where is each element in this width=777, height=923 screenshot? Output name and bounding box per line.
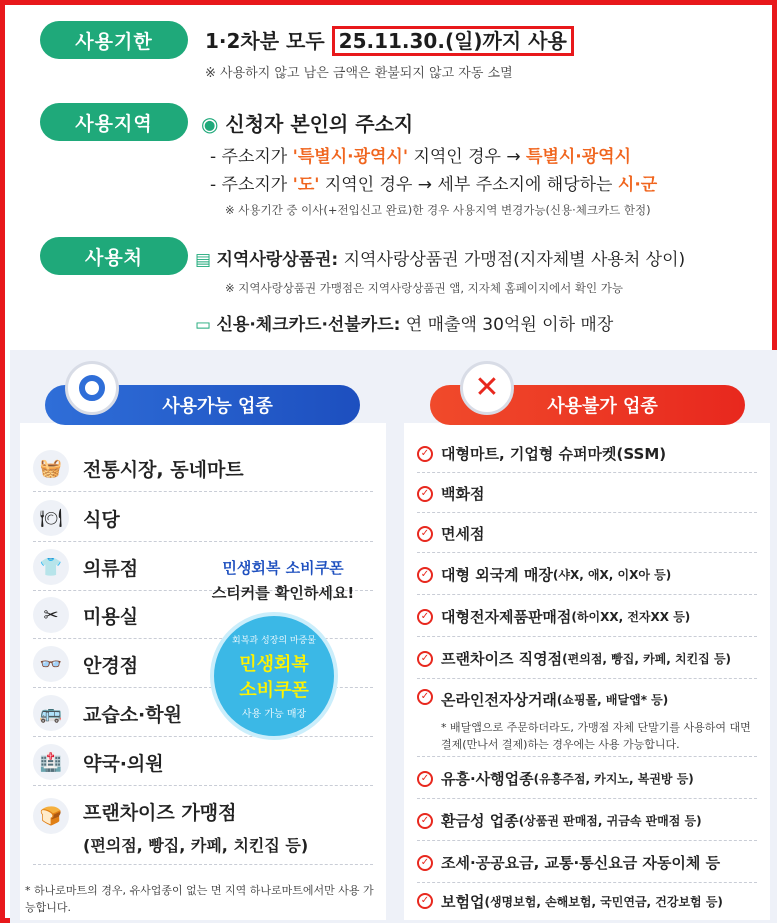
not-allowed-item [417,555,757,595]
coupon-sticker [210,612,338,740]
not-allowed-label: 온라인전자상거래 [441,691,557,709]
card-line [195,310,613,335]
not-allowed-label: 조세·공공요금, 교통·통신요금 자동이체 등 [441,854,721,872]
not-allowed-item [417,883,757,919]
region-main-text: 신청자 본인의 주소지 [225,112,414,136]
x-mark-icon: ✕ [474,370,500,405]
not-allowed-label: 프랜차이즈 직영점 [441,650,563,668]
sticker-line1: 민생회복 [239,653,309,675]
region-line2-d: 시·군 [617,175,658,195]
region-main [201,108,413,137]
not-allowed-item [417,843,757,883]
not-allowed-small: (생명보험, 손해보험, 국민연금, 건강보험 등) [484,894,723,909]
market-basket-icon: 🧺 [33,450,69,486]
region-line-1 [210,142,631,167]
check-icon: ✓ [417,486,433,502]
location-pin-icon: ◉ [201,112,219,136]
allowed-item [33,445,373,492]
allowed-title: 사용가능 업종 [162,396,273,417]
check-icon: ✓ [417,689,433,705]
not-allowed-small: (쇼핑몰, 배달앱* 등) [556,693,669,707]
allowed-item [33,739,373,786]
sticker-callout-line2: 스티커를 확인하세요! [211,584,355,602]
period-deadline: 25.11.30.(일)까지 사용 [332,26,574,56]
allowed-item-label: 미용실 [83,605,139,628]
allowed-item-label: 식당 [83,508,120,531]
delivery-note: * 배달앱으로 주문하더라도, 가맹점 자체 단말기를 사용하여 대면 결제(만나서 결제)하는 경우에는 사용 가능합니다. [441,720,751,751]
not-allowed-label: 유흥·사행업종 [441,770,534,788]
not-allowed-item [417,801,757,841]
check-icon: ✓ [417,855,433,871]
allowed-item-label: 교습소·학원 [83,703,182,726]
card-title: 신용·체크카드·선불카드: [216,315,401,335]
sticker-arc: 회복과 성장의 마중물 [232,635,316,646]
region-line1-c: 지역인 경우 → [408,147,527,167]
region-line1-d: 특별시·광역시 [526,147,632,167]
allowed-item [33,790,373,865]
not-allowed-item [417,475,757,513]
not-allowed-label: 백화점 [441,485,485,503]
not-allowed-item [417,515,757,553]
not-allowed-item [417,597,757,637]
sticker-line2: 소비쿠폰 [239,679,309,701]
hair-tools-icon: ✂ [33,597,69,633]
not-allowed-item [417,759,757,799]
region-line1-b: '특별시·광역시' [292,147,409,167]
credit-card-icon: ▭ [195,315,212,335]
not-allowed-label: 보험업 [441,892,485,911]
allowed-item-label: 의류점 [83,557,139,580]
circle-o-icon [79,375,105,401]
region-line2-a: - 주소지가 [210,175,293,195]
not-allowed-item [417,435,757,473]
gift-card-icon: ▤ [195,250,212,270]
period-main [205,25,574,54]
allowed-item-label: 약국·의원 [83,752,164,775]
card-text: 연 매출액 30억원 이하 매장 [400,315,614,335]
not-allowed-label: 대형전자제품판매점 [441,608,572,626]
restaurant-plate-icon: 🍽 [33,500,69,536]
sticker-line3: 사용 가능 매장 [241,708,307,720]
not-allowed-label: 대형 외국계 매장 [441,566,553,584]
allowed-bubble [65,361,119,415]
period-note: ※ 사용하지 않고 남은 금액은 환불되지 않고 자동 소멸 [205,66,513,81]
gift-title: 지역사랑상품권: [216,250,339,270]
not-allowed-small: (하이XX, 전자XX 등) [571,610,691,624]
glasses-icon: 👓 [33,646,69,682]
clothes-hanger-icon: 👕 [33,549,69,585]
region-line1-a: - 주소지가 [210,147,293,167]
check-icon: ✓ [417,526,433,542]
not-allowed-bubble [460,361,514,415]
not-allowed-title: 사용불가 업종 [547,396,658,417]
region-pill: 사용지역 [40,103,188,141]
allowed-item-sub: (편의점, 빵집, 카페, 치킨집 등) [83,836,309,855]
gift-line [195,245,685,270]
not-allowed-small: (편의점, 빵집, 카페, 치킨집 등) [562,652,732,666]
check-icon: ✓ [417,651,433,667]
allowed-item-label: 안경점 [83,654,139,677]
hospital-icon: 🏥 [33,744,69,780]
region-note: ※ 사용기간 중 이사(+전입신고 완료)한 경우 사용지역 변경가능(신용·체크카드 한정) [225,203,651,217]
check-icon: ✓ [417,446,433,462]
gift-text: 지역사랑상품권 가맹점(지자체별 사용처 상이) [338,250,686,270]
check-icon: ✓ [417,893,433,909]
allowed-item [33,495,373,542]
usage-pill: 사용처 [40,237,188,275]
allowed-item-label: 전통시장, 동네마트 [83,458,244,481]
not-allowed-label: 대형마트, 기업형 슈퍼마켓(SSM) [441,445,667,463]
sticker-callout-line1: 민생회복 소비쿠폰 [222,559,344,577]
not-allowed-item [417,639,757,679]
bread-store-icon: 🍞 [33,798,69,834]
allowed-item-text [83,798,308,856]
school-bus-icon: 🚌 [33,695,69,731]
check-icon: ✓ [417,567,433,583]
period-pill: 사용기한 [40,21,188,59]
not-allowed-small: (유흥주점, 카지노, 복권방 등) [533,772,694,786]
not-allowed-label: 면세점 [441,525,485,543]
not-allowed-small: (샤X, 애X, 이X아 등) [552,568,672,582]
not-allowed-label: 환금성 업종 [441,812,519,830]
check-icon: ✓ [417,609,433,625]
sticker-callout [193,557,373,603]
region-line2-b: '도' [292,175,320,195]
not-allowed-small: (상품권 판매점, 귀금속 판매점 등) [518,814,702,828]
check-icon: ✓ [417,813,433,829]
region-line2-c: 지역인 경우 → 세부 주소지에 해당하는 [319,175,618,195]
check-icon: ✓ [417,771,433,787]
period-main-prefix: 1·2차분 모두 [205,29,325,53]
gift-note: ※ 지역사랑상품권 가맹점은 지역사랑상품권 앱, 지자체 홈페이지에서 확인 가능 [225,281,624,295]
region-line-2 [210,170,657,195]
allowed-note: * 하나로마트의 경우, 유사업종이 없는 면 지역 하나로마트에서만 사용 가능합니다. [25,884,374,915]
not-allowed-item [417,681,757,757]
allowed-item-label: 프랜차이즈 가맹점 [83,802,237,824]
